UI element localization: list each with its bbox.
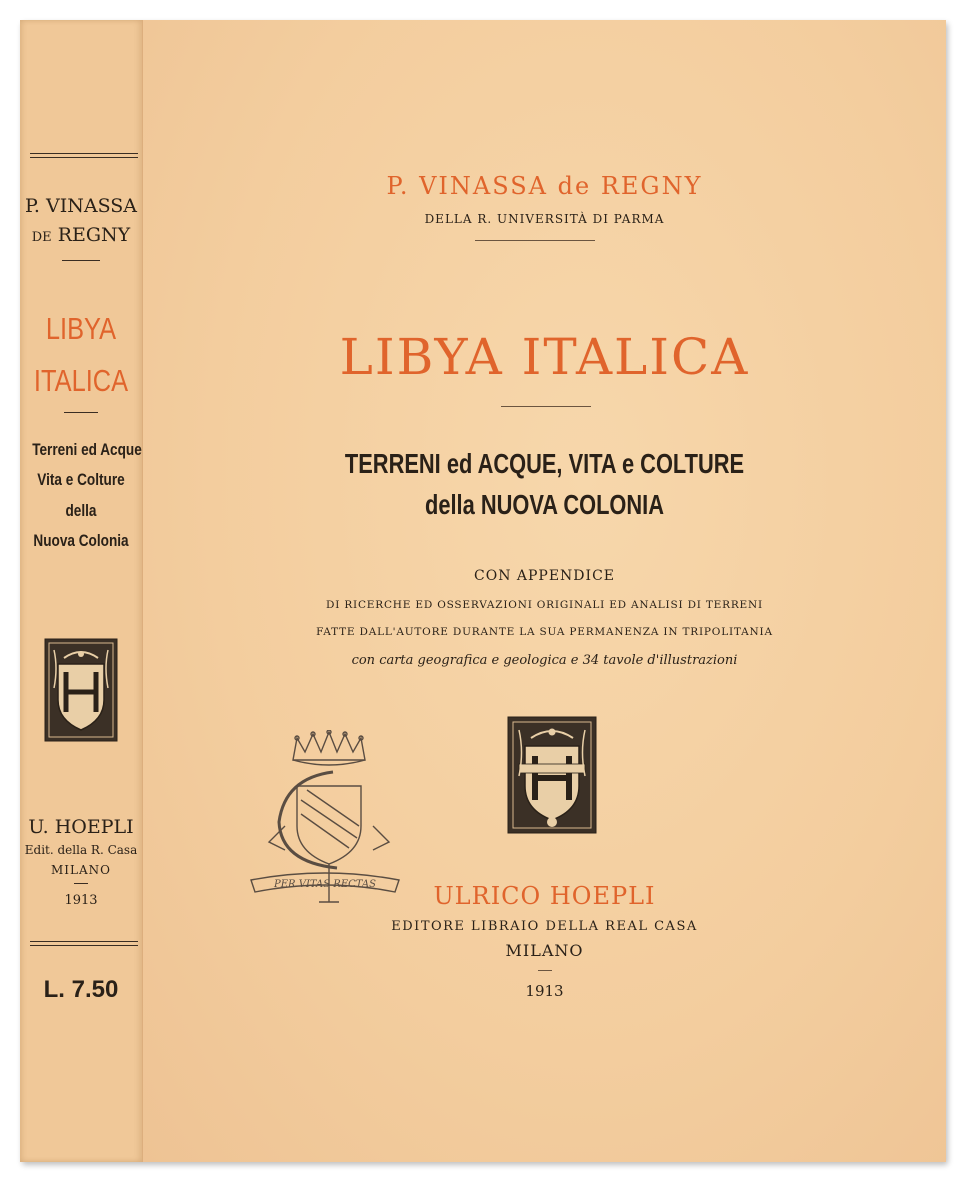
cover-subtitle-line2: della NUOVA COLONIA bbox=[424, 489, 665, 520]
cover-appendix-line3: con carta geografica e geologica e 34 tavole d'illustrazioni bbox=[351, 653, 738, 668]
spine-hoepli-emblem-icon bbox=[44, 638, 118, 742]
cover-publisher: ULRICO HOEPLI bbox=[433, 882, 656, 910]
spine-price: L. 7.50 bbox=[43, 976, 119, 1003]
cover-appendix-line2: FATTE DALL'AUTORE DURANTE LA SUA PERMANENZA IN TRIPOLITANIA bbox=[316, 626, 773, 638]
spine-divider bbox=[62, 260, 100, 261]
cover-author: P. VINASSA de REGNY bbox=[386, 172, 703, 200]
spine-author-line1: P. VINASSA bbox=[24, 195, 137, 217]
spine-subtitle-line4: Nuova Colonia bbox=[33, 531, 129, 550]
spine-rule-bottom bbox=[30, 941, 138, 942]
cover-appendix-heading: CON APPENDICE bbox=[474, 568, 615, 584]
cover-rule-1 bbox=[475, 240, 595, 241]
book-spine bbox=[20, 20, 143, 1162]
cover-subtitle-line1: TERRENI ed ACQUE, VITA e COLTURE bbox=[344, 448, 745, 479]
spine-divider-2 bbox=[64, 412, 98, 413]
book bbox=[20, 20, 946, 1162]
spine-divider-3 bbox=[74, 883, 88, 884]
cover-rule-3 bbox=[538, 970, 552, 971]
front-cover bbox=[143, 20, 946, 1162]
spine-title-line1: LIBYA bbox=[45, 311, 117, 346]
cover-title: LIBYA ITALICA bbox=[339, 328, 750, 386]
spine-rule-bottom-double bbox=[30, 945, 138, 946]
cover-rule-2 bbox=[501, 406, 591, 407]
spine-title-line2: ITALICA bbox=[33, 363, 129, 398]
spine-rule-top bbox=[30, 153, 138, 154]
cover-appendix-line1: DI RICERCHE ED OSSERVAZIONI ORIGINALI ED ANALISI DI TERRENI bbox=[326, 599, 763, 611]
spine-subtitle-line1: Terreni ed Acque bbox=[32, 440, 142, 459]
spine-publisher: U. HOEPLI bbox=[28, 816, 134, 838]
spine-year: 1913 bbox=[64, 893, 98, 908]
spine-rule-top-double bbox=[30, 157, 138, 158]
cover-affiliation: DELLA R. UNIVERSITÀ DI PARMA bbox=[424, 212, 665, 226]
spine-publisher-detail: Edit. della R. Casa bbox=[24, 843, 138, 857]
spine-subtitle-line2: Vita e Colture bbox=[37, 470, 125, 489]
spine-city: MILANO bbox=[51, 863, 111, 877]
crowned-monogram-stamp-icon bbox=[245, 730, 405, 908]
cover-year: 1913 bbox=[525, 982, 564, 1000]
spine-subtitle-line3: della bbox=[65, 501, 97, 520]
spine-author-line2: de REGNY bbox=[31, 224, 131, 246]
cover-publisher-detail: EDITORE LIBRAIO DELLA REAL CASA bbox=[391, 919, 698, 934]
stamp-motto: PER VITAS RECTAS bbox=[274, 879, 376, 890]
hoepli-emblem-icon bbox=[507, 716, 597, 834]
cover-city: MILANO bbox=[505, 941, 584, 960]
